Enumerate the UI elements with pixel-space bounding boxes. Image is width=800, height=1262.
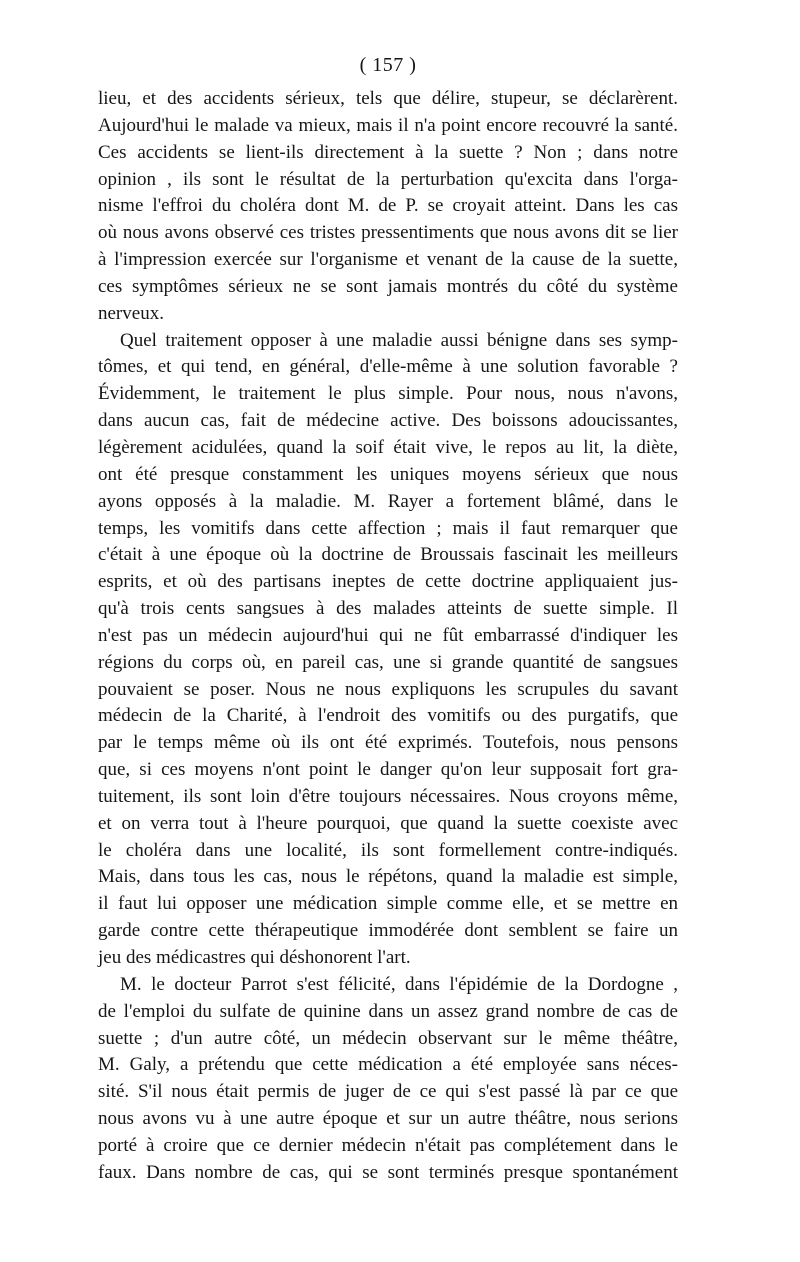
- text-line: tuitement, ils sont loin d'être toujours nécessaires. Nous croyons même,: [98, 785, 678, 807]
- text-line: nisme l'effroi du choléra dont M. de P. se croyait atteint. Dans les cas: [98, 195, 678, 217]
- text-line: porté à croire que ce dernier médecin n'était pas complétement dans le: [98, 1134, 678, 1156]
- text-line: Aujourd'hui le malade va mieux, mais il n'a point encore recouvré la santé.: [98, 114, 678, 136]
- text-line: jeu des médicastres qui déshonorent l'art.: [98, 947, 411, 968]
- text-line: lieu, et des accidents sérieux, tels que délire, stupeur, se déclarèrent.: [98, 88, 678, 109]
- text-line: temps, les vomitifs dans cette affection ; mais il faut remarquer que: [98, 517, 678, 539]
- text-line: ont été presque constamment les uniques moyens sérieux que nous: [98, 463, 678, 485]
- text-line: M. le docteur Parrot s'est félicité, dans l'épidémie de la Dordogne ,: [120, 973, 678, 995]
- text-line: opinion , ils sont le résultat de la perturbation qu'excita dans l'orga-: [98, 168, 678, 190]
- text-line: Quel traitement opposer à une maladie aussi bénigne dans ses symp-: [120, 329, 678, 351]
- text-line: à l'impression exercée sur l'organisme et venant de la cause de la suette,: [98, 249, 678, 271]
- text-line: c'était à une époque où la doctrine de Broussais fascinait les meilleurs: [98, 544, 678, 566]
- book-page: [98, 52, 678, 1187]
- text-line: Mais, dans tous les cas, nous le répétons, quand la maladie est simple,: [98, 866, 678, 888]
- page-number: ( 157 ): [359, 54, 417, 76]
- text-line: ayons opposés à la maladie. M. Rayer a fortement blâmé, dans le: [98, 490, 678, 512]
- text-line: il faut lui opposer une médication simple comme elle, et se mettre en: [98, 893, 678, 915]
- text-line: légèrement acidulées, quand la soif était vive, le repos au lit, la diète,: [98, 436, 678, 458]
- text-line: Évidemment, le traitement le plus simple. Pour nous, nous n'avons,: [98, 383, 678, 405]
- text-line: tômes, et qui tend, en général, d'elle-même à une solution favorable ?: [98, 356, 678, 378]
- text-line: dans aucun cas, fait de médecine active. Des boissons adoucissantes,: [98, 410, 678, 432]
- text-line: par le temps même où ils ont été exprimés. Toutefois, nous pensons: [98, 732, 678, 754]
- text-line: faux. Dans nombre de cas, qui se sont terminés presque spontanément: [98, 1161, 678, 1183]
- text-line: Ces accidents se lient-ils directement à la suette ? Non ; dans notre: [98, 141, 678, 163]
- text-line: et on verra tout à l'heure pourquoi, que quand la suette coexiste avec: [98, 812, 678, 834]
- text-line: nerveux.: [98, 302, 164, 324]
- text-line: médecin de la Charité, à l'endroit des vomitifs ou des purgatifs, que: [98, 705, 678, 727]
- text-line: ces symptômes sérieux ne se sont jamais montrés du côté du système: [98, 275, 678, 297]
- text-line: suette ; d'un autre côté, un médecin observant sur le même théâtre,: [98, 1027, 678, 1049]
- text-line: le choléra dans une localité, ils sont formellement contre-indiqués.: [98, 839, 678, 861]
- text-line: où nous avons observé ces tristes pressentiments que nous avons dit se lier: [98, 222, 678, 244]
- text-line: de l'emploi du sulfate de quinine dans un assez grand nombre de cas de: [98, 1000, 678, 1022]
- text-line: n'est pas un médecin aujourd'hui qui ne fût embarrassé d'indiquer les: [98, 624, 678, 646]
- body-text: [98, 86, 678, 1187]
- text-line: qu'à trois cents sangsues à des malades atteints de suette simple. Il: [98, 598, 678, 620]
- text-line: régions du corps où, en pareil cas, une si grande quantité de sangsues: [98, 651, 678, 673]
- text-line: pouvaient se poser. Nous ne nous expliquons les scrupules du savant: [98, 678, 678, 700]
- text-line: esprits, et où des partisans ineptes de cette doctrine appliquaient jus-: [98, 571, 678, 593]
- text-line: sité. S'il nous était permis de juger de ce qui s'est passé là par ce que: [98, 1081, 678, 1103]
- text-line: que, si ces moyens n'ont point le danger qu'on leur supposait fort gra-: [98, 759, 678, 781]
- text-line: M. Galy, a prétendu que cette médication a été employée sans néces-: [98, 1054, 678, 1076]
- text-line: nous avons vu à une autre époque et sur un autre théâtre, nous serions: [98, 1108, 678, 1130]
- text-line: garde contre cette thérapeutique immodérée dont semblent se faire un: [98, 920, 678, 942]
